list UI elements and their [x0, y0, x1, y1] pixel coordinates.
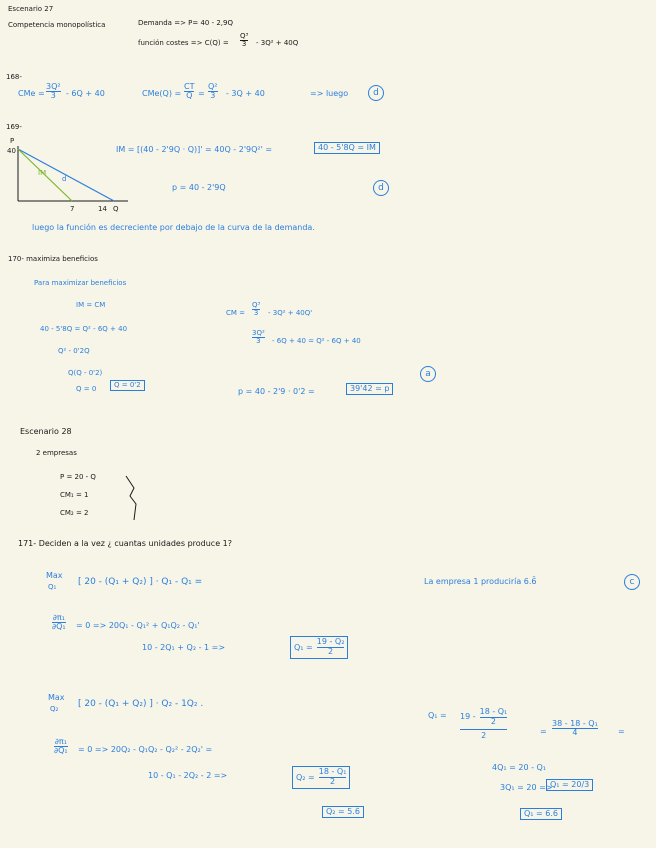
- q2-result-box: Q₂ = 5.6̄: [322, 806, 364, 818]
- cm1-28: CM₁ = 1: [60, 491, 89, 499]
- substitution-result-fraction: 38 - 18 - Q₁ 4: [552, 719, 598, 738]
- demand-curve-label: d: [62, 175, 67, 183]
- cme-label: CMe =: [18, 89, 45, 98]
- scenario-27-title: Escenario 27: [8, 5, 54, 13]
- reaction-function-2-box: Q₂ = 18 - Q₁ 2: [292, 766, 350, 789]
- answer-169-badge: d: [373, 180, 389, 196]
- partial-derivative-2: ∂π₁ ∂Q₁: [54, 737, 68, 756]
- problem-170-title: 170- maximiza beneficios: [8, 255, 98, 263]
- cme-fraction: 3Q² 3: [46, 82, 61, 101]
- solve-step-3: Q(Q - 0'2): [68, 369, 103, 377]
- solve-step-2: Q² - 0'2Q: [58, 347, 90, 355]
- axis-q-label: Q: [113, 205, 119, 213]
- q1-final-result-box: Q₁ = 6.6̄: [520, 808, 562, 820]
- cm-label: CM =: [226, 309, 246, 317]
- cm-fraction: Q³ 3: [252, 301, 261, 318]
- solve-q1-step-1: 4Q₁ = 20 - Q₁: [492, 763, 547, 772]
- axis-7-label: 7: [70, 205, 75, 213]
- cme2-rest: - 3Q + 40: [226, 89, 265, 98]
- solve-step-1: 40 - 5'8Q = Q² - 6Q + 40: [40, 325, 128, 333]
- im-curve-label: IM: [38, 169, 47, 177]
- grouping-brace: [122, 474, 152, 524]
- axis-14-label: 14: [98, 205, 107, 213]
- foc-firm-1-simplified: 10 - 2Q₁ + Q₂ - 1 =>: [142, 643, 226, 652]
- scenario-27-subtitle: Competencia monopolística: [8, 21, 106, 29]
- im-equals-cm: IM = CM: [76, 301, 106, 309]
- price-calc-170: p = 40 - 2'9 · 0'2 =: [238, 387, 315, 396]
- axis-p-label: P: [10, 137, 15, 145]
- conclusion-168: => luego: [310, 89, 349, 98]
- answer-170-badge: a: [420, 366, 436, 382]
- price-equation: p = 40 - 2'9Q: [172, 183, 226, 192]
- two-firms-label: 2 empresas: [36, 449, 77, 457]
- problem-168-number: 168-: [6, 73, 22, 81]
- answer-171-badge: c: [624, 574, 640, 590]
- cm2-28: CM₂ = 2: [60, 509, 89, 517]
- q2-over-3-fraction: Q² 3: [208, 82, 218, 101]
- substitution-fraction: 19 - 18 - Q₁ 2 2: [460, 707, 508, 740]
- cost-fraction: Q³ 3: [240, 32, 249, 49]
- im-result-box: 40 - 5'8Q = IM: [314, 142, 380, 154]
- substitution-equals-2: =: [618, 727, 625, 736]
- q1-fraction-result-box: Q₁ = 20/3: [546, 779, 593, 791]
- profit-max-firm-1: [ 20 - (Q₁ + Q₂) ] · Q₁ - Q₁ =: [78, 577, 203, 587]
- partial-derivative-1: ∂π₁ ∂Q₁: [52, 613, 66, 632]
- axis-40-label: 40: [7, 147, 16, 155]
- maximize-intro: Para maximizar beneficios: [34, 279, 127, 287]
- cm-derivative-fraction: 3Q² 3: [252, 329, 265, 346]
- cme-rest: - 6Q + 40: [66, 89, 105, 98]
- profit-max-firm-2: [ 20 - (Q₁ + Q₂) ] · Q₂ - 1Q₂ .: [78, 699, 204, 709]
- answer-171-text: La empresa 1 produciría 6.6̄: [424, 577, 537, 586]
- max-label-1: Max: [46, 571, 63, 580]
- problem-171-question: 171- Deciden a la vez ¿ cuantas unidades produce 1?: [18, 539, 232, 548]
- scenario-28-title: Escenario 28: [20, 427, 72, 436]
- demand-graph: [18, 146, 138, 216]
- solve-q1-step-2: 3Q₁ = 20 =>: [500, 783, 553, 792]
- foc-firm-2-simplified: 10 - Q₁ - 2Q₂ - 2 =>: [148, 771, 228, 780]
- q-result-box: Q = 0'2: [110, 380, 145, 391]
- reaction-function-1-box: Q₁ = 19 - Q₂ 2: [290, 636, 348, 659]
- ct-over-q-fraction: CT Q: [184, 82, 195, 101]
- im-derivation: IM = [(40 - 2'9Q · Q)]' = 40Q - 2'9Q²' =: [116, 145, 273, 154]
- foc-firm-2: = 0 => 20Q₂ - Q₁Q₂ - Q₂² - 2Q₂' =: [78, 745, 213, 754]
- cme2-label: CMe(Q) =: [142, 89, 182, 98]
- conclusion-169: luego la función es decreciente por debajo de la curva de la demanda.: [32, 223, 315, 232]
- foc-firm-1: = 0 => 20Q₁ - Q₁² + Q₁Q₂ - Q₁': [76, 621, 200, 630]
- price-result-box: 39'42 = p: [346, 383, 393, 395]
- max-sub-q2: Q₂: [50, 705, 59, 713]
- max-label-2: Max: [48, 693, 65, 702]
- substitution-lhs: Q₁ =: [428, 711, 447, 720]
- equals-sign: =: [198, 89, 205, 98]
- demand-28: P = 20 - Q: [60, 473, 96, 481]
- substitution-equals: =: [540, 727, 547, 736]
- max-sub-q1: Q₁: [48, 583, 57, 591]
- problem-169-number: 169-: [6, 123, 22, 131]
- solve-step-4: Q = 0: [76, 385, 97, 393]
- cm-rest: - 3Q² + 40Q': [268, 309, 313, 317]
- cost-function-rest: - 3Q² + 40Q: [256, 39, 299, 47]
- cost-function-label: función costes => C(Q) =: [138, 39, 229, 47]
- cm-derivative-rest: - 6Q + 40 = Q² - 6Q + 40: [272, 337, 361, 345]
- demand-equation: Demanda => P= 40 - 2,9Q: [138, 19, 233, 27]
- answer-168-badge: d: [368, 85, 384, 101]
